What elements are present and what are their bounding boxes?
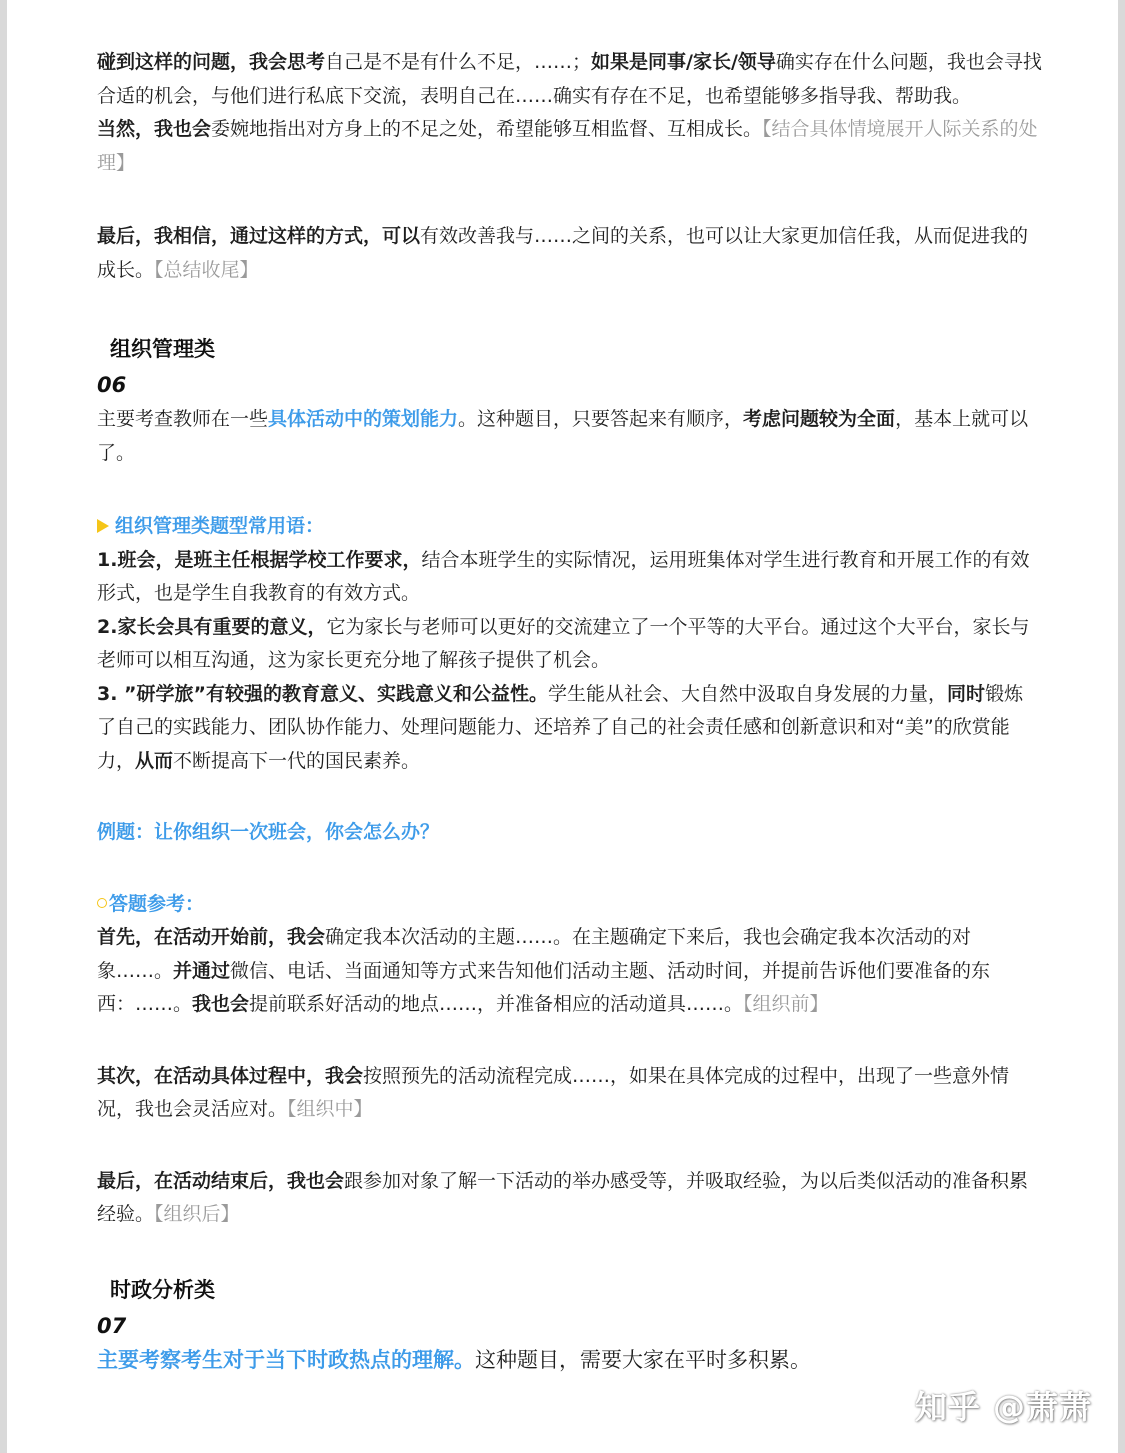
bold-phrase: 首先，在活动开始前，我会 [97,926,326,948]
answer-paragraph-during [97,1060,1042,1127]
bold-phrase: 并通过 [173,959,231,982]
text-run: 提前联系好活动的地点……，并准备相应的活动道具……。 [249,993,744,1015]
paragraph-interpersonal-handling [97,46,1042,180]
text-run: 委婉地指出对方身上的不足之处，希望能够互相监督、互相成长。 [211,118,763,140]
annotation-note: 【结合具体情境展开人际关系的处理】 [97,118,1038,174]
annotation-note: 【组织后】 [154,1203,240,1225]
bold-phrase: 当然，我也会 [97,118,212,140]
bold-phrase: 同时 [947,682,986,705]
bold-phrase: 最后，我相信，通过这样的方式，可以 [97,225,421,247]
bold-phrase: 最后，在活动结束后，我也会 [97,1169,345,1192]
text-run: 有效改善我与……之间的关系，也可以让大家更加信任我，从而促进我的成长。 [97,225,1029,281]
bold-phrase: 如果是同事/家长/领导 [591,51,776,73]
text-run: 主要考查教师在一些 [97,408,269,430]
section-title-politics: 时政分析类 [110,1277,215,1302]
section-intro [97,403,1042,470]
document-content [97,46,1042,1377]
phrases-heading-text: 组织管理类题型常用语： [115,515,325,537]
text-run: 锻炼了自己的实践能力、团队协作能力、处理问题能力、还培养了自己的社会责任感和创新意识和对“美”的欣赏能力， [97,682,1024,772]
text-run: 。这种题目，只要答起来有顺序， [458,408,744,430]
section-number: 07 [97,1313,127,1338]
text-run: 学生能从社会、大自然中汲取自身发展的力量， [548,682,948,705]
section-title-org-management: 组织管理类 [110,337,215,361]
answer-paragraph-before [97,921,1042,1022]
phrase-item [97,544,1042,611]
bold-phrase: 碰到这样的问题，我会思考 [97,51,326,73]
answer-heading [97,888,1042,922]
annotation-note: 【组织中】 [287,1098,373,1120]
highlight-phrase: 主要考察考生对于当下时政热点的理解。 [97,1347,475,1372]
answer-heading-text: 答题参考： [109,892,205,915]
text-run: ，基本上就可以了。 [97,408,1029,464]
text-run: 它为家长与老师可以更好的交流建立了一个平等的大平台。通过这个大平台，家长与老师可以相互沟通，这为家长更充分地了解孩子提供了机会。 [97,615,1030,671]
example-question: 例题：让你组织一次班会，你会怎么办？ [97,821,440,843]
text-run: 结合本班学生的实际情况，运用班集体对学生进行教育和开展工作的有效形式，也是学生自我教育的有效方式。 [97,548,1030,604]
text-run: 微信、电话、当面通知等方式来告知他们活动主题、活动时间，并提前告诉他们要准备的东西：……。 [97,959,991,1015]
text-run: 确实存在什么问题，我也会寻找合适的机会，与他们进行私底下交流，表明自己在……确实有存在不足，也希望能够多指导我、帮助我。 [97,51,1042,107]
bold-phrase: 我也会 [192,993,250,1015]
answer-paragraph-after [97,1165,1042,1232]
phrase-item [97,678,1042,779]
document-page [7,0,1118,1453]
bold-phrase: 2.家长会具有重要的意义， [97,615,327,638]
phrase-item [97,611,1042,678]
highlight-phrase: 具体活动中的策划能力 [268,408,459,430]
text-run: 确定我本次活动的主题……。在主题确定下来后，我也会确定我本次活动的对象……。 [97,926,972,982]
section-number: 06 [97,373,127,397]
triangle-bullet-icon [97,519,109,533]
bold-phrase: 考虑问题较为全面 [743,408,896,430]
text-run: 这种题目，需要大家在平时多积累。 [475,1347,811,1372]
text-run: 跟参加对象了解一下活动的举办感受等，并吸取经验，为以后类似活动的准备积累经验。 [97,1169,1029,1225]
annotation-note: 【总结收尾】 [154,258,259,281]
section-intro [97,1344,1042,1378]
circle-bullet-icon [97,898,107,908]
bold-phrase: 从而 [135,749,174,772]
paragraph-conclusion [97,220,1042,287]
text-run: 不断提高下一代的国民素养。 [173,749,421,772]
text-run: 按照预先的活动流程完成……，如果在具体完成的过程中，出现了一些意外情况，我也会灵活应对。 [97,1064,1010,1120]
bold-phrase: 其次，在活动具体过程中，我会 [97,1064,364,1087]
zhihu-watermark: 知乎 @萧萧 [914,1388,1092,1426]
text-run: 自己是不是有什么不足，……； [325,51,592,73]
bold-phrase: 3. ”研学旅”有较强的教育意义、实践意义和公益性。 [97,682,549,705]
phrases-heading [97,510,1042,544]
bold-phrase: 1.班会，是班主任根据学校工作要求， [97,548,422,571]
annotation-note: 【组织前】 [743,993,829,1015]
